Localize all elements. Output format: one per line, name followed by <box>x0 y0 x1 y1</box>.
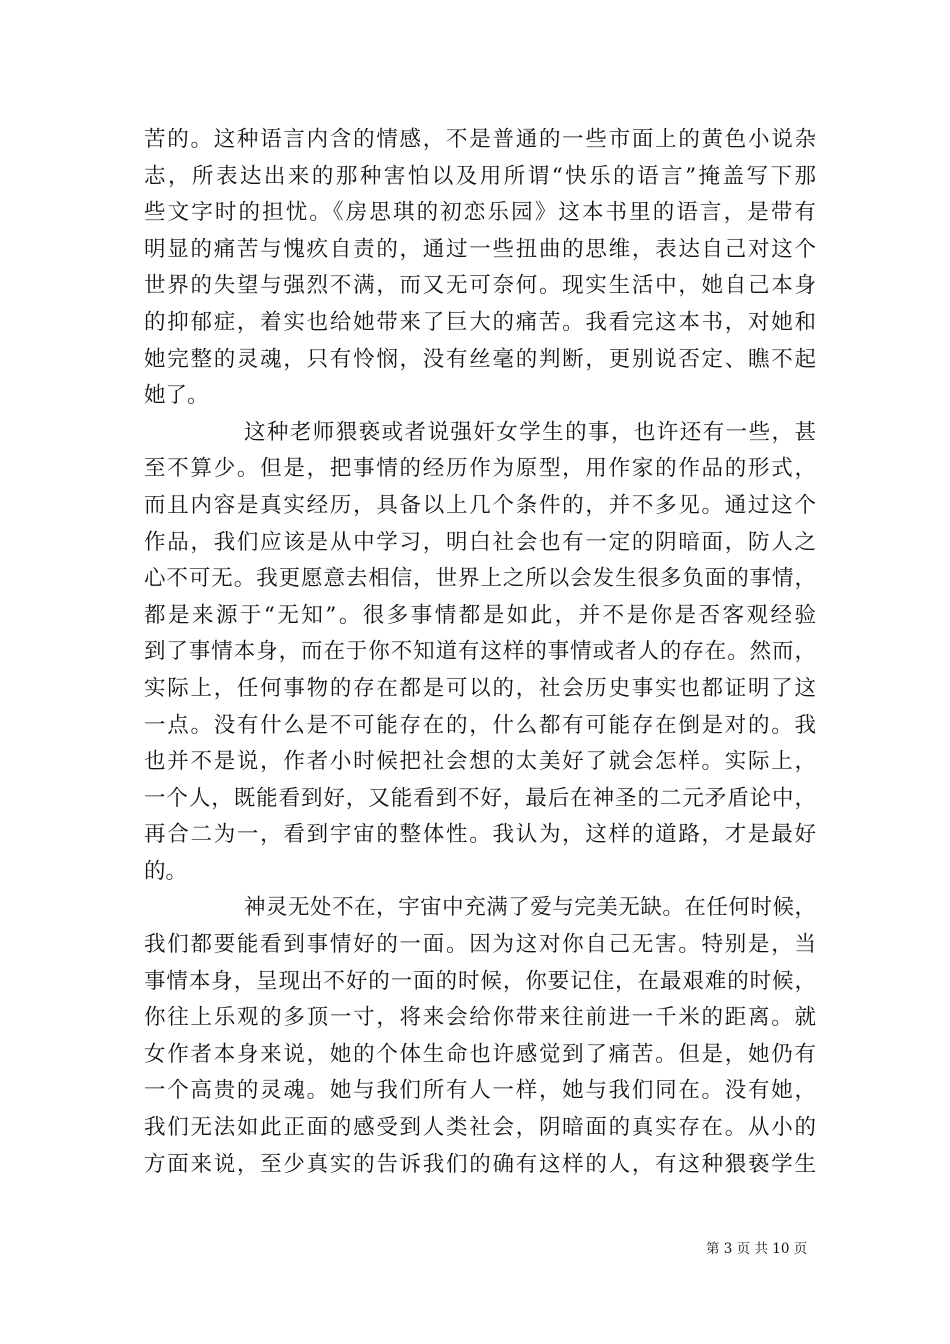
text-line: 事情本身，呈现出不好的一面的时候，你要记住，在最艰难的时候， <box>144 968 816 994</box>
paragraph <box>144 890 816 1183</box>
text-line: 女作者本身来说，她的个体生命也许感觉到了痛苦。但是，她仍有 <box>144 1041 816 1067</box>
text-line: 神灵无处不在，宇宙中充满了爱与完美无缺。在任何时候， <box>244 895 816 921</box>
paragraph <box>144 415 816 891</box>
text-line: 再合二为一，看到宇宙的整体性。我认为，这样的道路，才是最好 <box>144 822 816 848</box>
text-line: 我们都要能看到事情好的一面。因为这对你自己无害。特别是，当 <box>144 932 816 958</box>
paragraph <box>144 122 816 415</box>
text-line: 心不可无。我更愿意去相信，世界上之所以会发生很多负面的事情， <box>144 566 816 592</box>
text-line: 实际上，任何事物的存在都是可以的，社会历史事实也都证明了这 <box>144 675 816 701</box>
text-line: 而且内容是真实经历，具备以上几个条件的，并不多见。通过这个 <box>144 492 816 518</box>
text-line: 的抑郁症，着实也给她带来了巨大的痛苦。我看完这本书，对她和 <box>144 309 816 335</box>
text-line: 也并不是说，作者小时候把社会想的太美好了就会怎样。实际上， <box>144 749 816 775</box>
text-line: 一点。没有什么是不可能存在的，什么都有可能存在倒是对的。我 <box>144 712 816 738</box>
text-line: 的。 <box>144 858 188 884</box>
text-line: 苦的。这种语言内含的情感，不是普通的一些市面上的黄色小说杂 <box>144 127 816 152</box>
text-line: 志，所表达出来的那种害怕以及用所谓“快乐的语言”掩盖写下那 <box>144 163 816 189</box>
text-line: 些文字时的担忧。《房思琪的初恋乐园》这本书里的语言，是带有 <box>144 200 816 226</box>
text-line: 她完整的灵魂，只有怜悯，没有丝毫的判断，更别说否定、瞧不起 <box>144 346 816 372</box>
text-line: 世界的失望与强烈不满，而又无可奈何。现实生活中，她自己本身 <box>144 273 816 299</box>
text-line: 一个人，既能看到好，又能看到不好，最后在神圣的二元矛盾论中， <box>144 785 816 811</box>
page-number-footer: 第 3 页 共 10 页 <box>706 1241 808 1257</box>
text-line: 都是来源于“无知”。很多事情都是如此，并不是你是否客观经验 <box>144 602 816 628</box>
text-line: 明显的痛苦与愧疚自责的，通过一些扭曲的思维，表达自己对这个 <box>144 236 816 262</box>
text-line: 这种老师猥亵或者说强奸女学生的事，也许还有一些，甚 <box>244 419 816 445</box>
body-text <box>144 122 816 1183</box>
text-line: 到了事情本身，而在于你不知道有这样的事情或者人的存在。然而， <box>144 639 816 665</box>
text-line: 作品，我们应该是从中学习，明白社会也有一定的阴暗面，防人之 <box>144 529 816 555</box>
text-line: 你往上乐观的多顶一寸，将来会给你带来往前进一千米的距离。就 <box>144 1005 816 1031</box>
text-line: 我们无法如此正面的感受到人类社会，阴暗面的真实存在。从小的 <box>144 1115 816 1141</box>
text-line: 至不算少。但是，把事情的经历作为原型，用作家的作品的形式， <box>144 456 816 482</box>
text-line: 方面来说，至少真实的告诉我们的确有这样的人，有这种猥亵学生 <box>144 1151 816 1177</box>
text-line: 她了。 <box>144 383 209 409</box>
text-line: 一个高贵的灵魂。她与我们所有人一样，她与我们同在。没有她， <box>144 1078 816 1104</box>
